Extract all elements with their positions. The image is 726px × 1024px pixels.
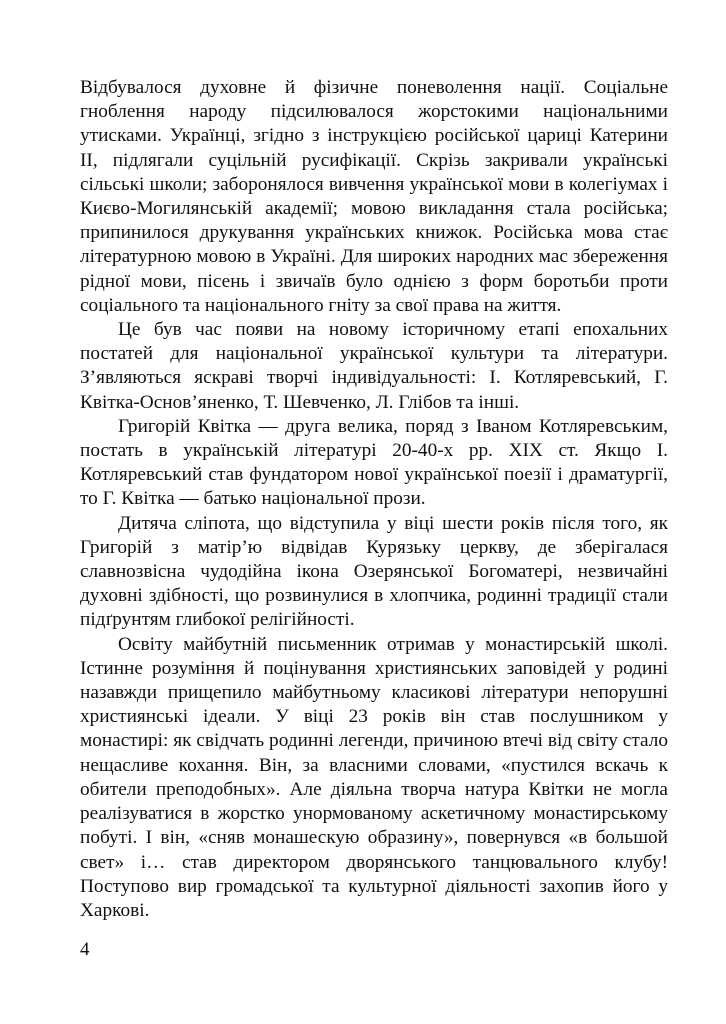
paragraph: Григорій Квітка — друга велика, поряд з Іваном Котляревським, постать в українській літературі 20-40-х рр. ХІХ ст. Якщо І. Котляревський став фундатором нової української поезії і драматургії, то Г. Квітка — батько національної прози. <box>80 415 668 510</box>
page-body <box>80 76 668 923</box>
paragraph: Відбувалося духовне й фізичне поневолення нації. Соціальне гноблення народу підсилювалося жорстокими національними утисками. Українці, згідно з інструкцією російської цариці Катерини ІІ, підлягали суцільній русифікації. Скрізь закривали українські сільські школи; заборонялося вивчення української мови в колегіумах і Києво-Могилянській академії; мовою викладання стала російська; припинилося друкування українських книжок. Російська мова стає літературною мовою в Україні. Для широких народних мас збереження рідної мови, пісень і звичаїв було однією з форм боротьби проти соціального та національного гніту за свої права на життя. <box>80 77 668 316</box>
paragraph: Дитяча сліпота, що відступила у віці шести років після того, як Григорій з матір’ю відвідав Курязьку церкву, де зберігалася славнозвісна чудодійна ікона Озерянської Богоматері, незвичайні духовні здібності, що розвинулися в хлопчика, родинні традиції стали підґрунтям глибокої релігійності. <box>80 512 668 631</box>
page-number: 4 <box>80 939 90 960</box>
paragraph: Освіту майбутній письменник отримав у монастирській школі. Істинне розуміння й поцінування християнських заповідей у родині назавжди прищепило майбутньому класикові літератури непорушні християнські ідеали. У віці 23 років він став послушником у монастирі: як свідчать родинні легенди, причиною втечі від світу стало нещасливе кохання. Він, за власними словами, «пустился вскачь к обители преподобных». Але діяльна творча натура Квітки не могла реалізуватися в жорстко унормованому аскетичному монастирському побуті. І він, «сняв монашескую образину», повернувся «в большой свет» і… став директором дворянського танцювального клубу! Поступово вир громадської та культурної діяльності захопив його у Харкові. <box>80 633 668 921</box>
paragraph: Це був час появи на новому історичному етапі епохальних постатей для національної української культури та літератури. З’являються яскраві творчі індивідуальності: І. Котляревський, Г. Квітка-Основ’яненко, Т. Шевченко, Л. Глібов та інші. <box>80 319 668 413</box>
